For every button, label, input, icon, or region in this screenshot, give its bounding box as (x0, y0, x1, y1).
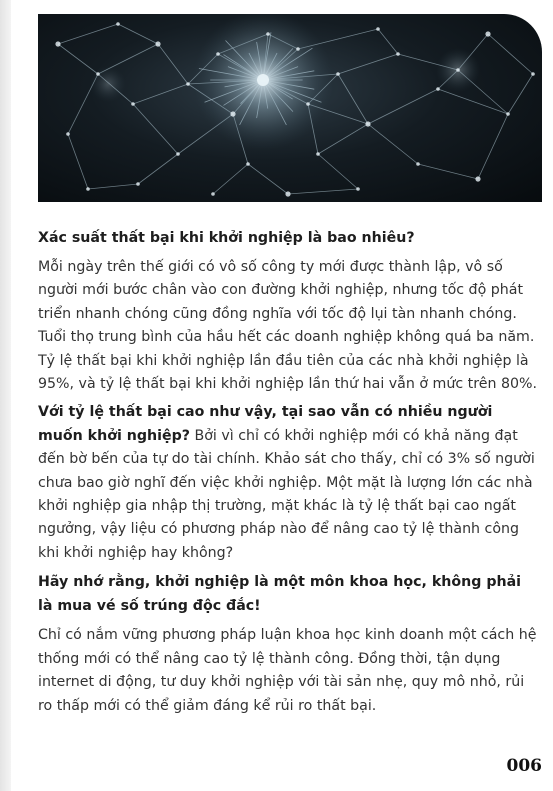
page-edge-shadow (0, 0, 11, 791)
section-heading-failure-rate: Xác suất thất bại khi khởi nghiệp là bao nhiêu? (38, 230, 415, 246)
paragraph-failure-rate: Mỗi ngày trên thế giới có vô số công ty mới được thành lập, vô số người mới bước chân vào con đường khởi nghiệp, nhưng tốc độ phát triển nhanh chóng cũng đồng nghĩa với tốc độ lụi tàn nhanh chóng. Tuổi thọ trung bình của hầu hết các doanh nghiệp không quá ba năm. Tỷ lệ thất bại khi khởi nghiệp lần đầu tiên của các nhà khởi nghiệp là 95%, và tỷ lệ thất bại khi khởi nghiệp lần thứ hai vẫn ở mức trên 80%. (38, 259, 538, 393)
bold-question-why-startup: Với tỷ lệ thất bại cao như vậy, tại sao vẫn có nhiều người muốn khởi nghiệp? (38, 404, 493, 444)
neuron-illustration (38, 14, 542, 202)
article-body (38, 226, 540, 723)
page-number: 006 (506, 756, 542, 776)
neural-network-image (38, 14, 542, 202)
paragraph-why-startup-text: Bởi vì chỉ có khởi nghiệp mới có khả năng đạt đến bờ bến của tự do tài chính. Khảo sát cho thấy, chỉ có 3% số người chưa bao giờ nghĩ đến việc khởi nghiệp. Một mặt là lượng lớn các nhà khởi nghiệp gia nhập thị trường, mặt khác là tỷ lệ thất bại cao ngất ngưởng, vậy liệu có phương pháp nào để nâng cao tỷ lệ thành công khi khởi nghiệp hay không? (38, 427, 535, 561)
paragraph-science: Chỉ có nắm vững phương pháp luận khoa học kinh doanh một cách hệ thống mới có thể nâng cao tỷ lệ thành công. Đồng thời, tận dụng internet di động, tư duy khởi nghiệp với tài sản nhẹ, quy mô nhỏ, rủi ro thấp mới có thể giảm đáng kể rủi ro thất bại. (38, 627, 537, 714)
paragraph-why-startup (38, 401, 540, 565)
section-heading-science: Hãy nhớ rằng, khởi nghiệp là một môn khoa học, không phải là mua vé số trúng độc đắc! (38, 574, 522, 615)
